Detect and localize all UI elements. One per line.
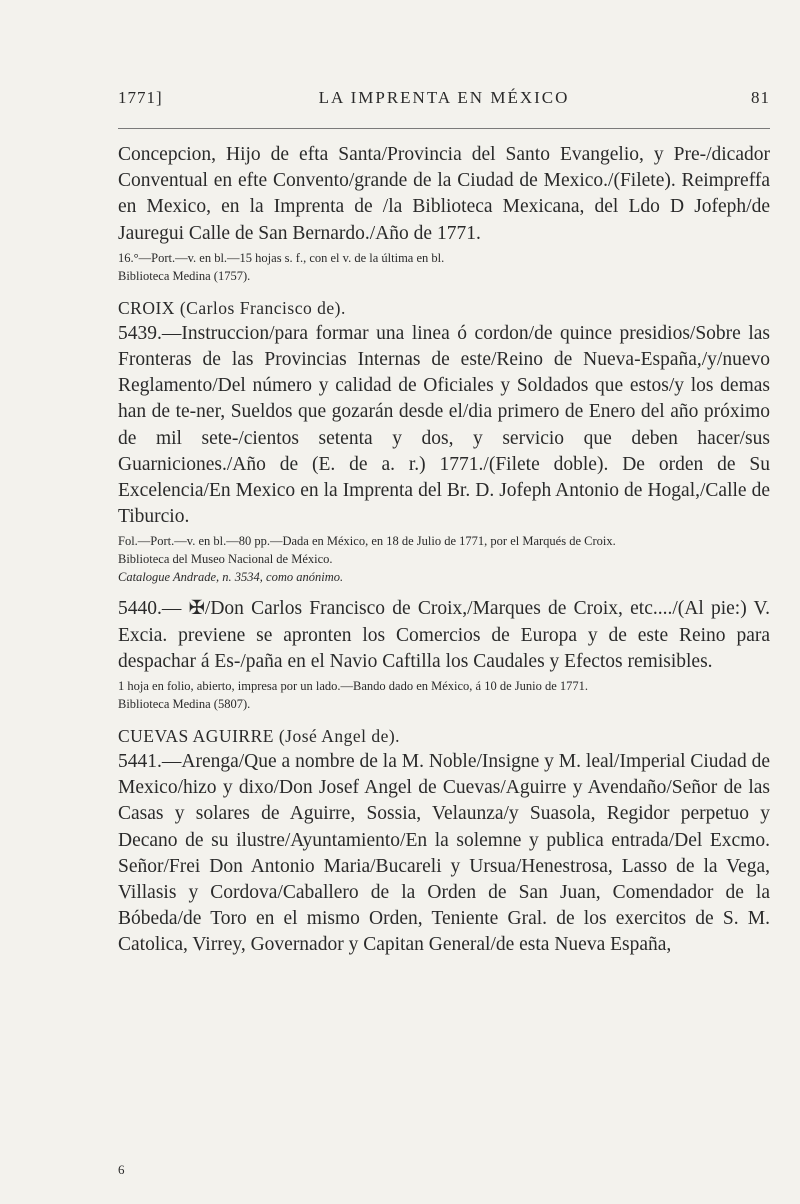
entry-note: 16.°—Port.—v. en bl.—15 hojas s. f., con el v. de la última en bl. bbox=[118, 250, 445, 265]
entry-note: 1 hoja en folio, abierto, impresa por un lado.—Bando dado en México, á 10 de Junio de 1771. bbox=[118, 679, 589, 694]
header-title: LA IMPRENTA EN MÉXICO bbox=[318, 88, 570, 107]
author-heading: CUEVAS AGUIRRE (José Angel de). bbox=[118, 726, 401, 747]
entry-note: Biblioteca del Museo Nacional de México. bbox=[118, 552, 333, 567]
entry-note: Biblioteca Medina (5807). bbox=[118, 697, 251, 712]
entry-note: Fol.—Port.—v. en bl.—80 pp.—Dada en México, en 18 de Julio de 1771, por el Marqués de Croix. bbox=[118, 534, 616, 549]
entry-text: 5441.—Arenga/Que a nombre de la M. Noble/Insigne y M. leal/Imperial Ciudad de Mexico/hizo y dixo/Don Josef Angel de Cuevas/Aguirre y Avendaño/Señor de las Casas y solares de Aguirre, Sossia, Velaunza/y Suasola, Regidor perpetuo y Decano de su ilustre/Ayuntamiento/En la solemne y publica entrada/Del Excmo. Señor/Frei Don Antonio Maria/Bucareli y Ursua/Henestrosa, Lasso de la Vega, Villasis y Cordova/Caballero de la Orden de San Juan, Comendador de la Bóbeda/de Toro en el mismo Orden, Teniente Gral. de los exercitos de S. M. Catolica, Virrey, Governador y Capitan General/de esta Nueva España, bbox=[118, 751, 770, 956]
entry-note: Biblioteca Medina (1757). bbox=[118, 268, 251, 283]
entry-note: Catalogue Andrade, n. 3534, como anónimo. bbox=[118, 570, 344, 585]
running-header bbox=[118, 88, 770, 112]
author-heading: CROIX (Carlos Francisco de). bbox=[118, 297, 346, 318]
page-number: 81 bbox=[751, 88, 770, 107]
header-rule bbox=[118, 128, 770, 129]
entry-text: Concepcion, Hijo de efta Santa/Provincia del Santo Evangelio, y Pre-/dicador Conventual en efte Convento/grande de la Ciudad de Mexico./(Filete). Reimpreffa en Mexico, en la Imprenta de /la Biblioteca Mexicana, del Ldo D Jofeph/de Jauregui Calle de San Bernardo./Año de 1771. bbox=[118, 144, 770, 244]
entry-text: 5439.—Instruccion/para formar una linea ó cordon/de quince presidios/Sobre las Fronteras de las Provincias Internas de este/Reino de Nueva-España,/y/nuevo Reglamento/Del número y calidad de Oficiales y Soldados que estos/y los demas han de te-ner, Sueldos que gozarán desde el/dia primero de Enero del año próximo de mil sete-/cientos setenta y dos, y servicio que deben hacer/sus Guarniciones./Año de (E. de a. r.) 1771./(Filete doble). De orden de Su Excelencia/En Mexico en la Imprenta del Br. D. Jofeph Antonio de Hogal,/Calle de Tiburcio. bbox=[118, 322, 770, 528]
signature-mark: 6 bbox=[118, 1162, 125, 1177]
header-year: 1771] bbox=[118, 88, 163, 107]
page-body bbox=[118, 142, 770, 959]
entry-text: 5440.— ✠/Don Carlos Francisco de Croix,/Marques de Croix, etc..../(Al pie:) V. Excia. previene se apronten los Comercios de Europa y de este Reino para despachar á Es-/paña en el Navio Caftilla los Caudales y Efectos remisibles. bbox=[118, 598, 770, 672]
